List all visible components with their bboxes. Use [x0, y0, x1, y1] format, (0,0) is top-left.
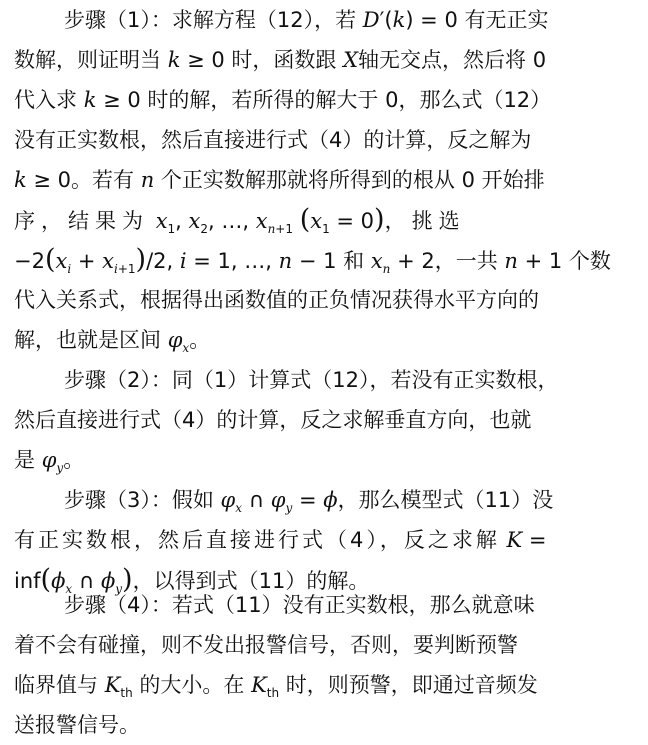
paragraph-step-2 [14, 360, 634, 480]
text-line: 有正实数根，然后直接进行式（4），反之求解 K = [14, 528, 547, 552]
text-line: 临界值与 $K_{th}$ 的大小。在 $K_{th}$ 时，则预警，即通过音频发 [14, 673, 538, 700]
paragraph-step-1 [14, 0, 634, 360]
text-line: 是 $\varphi_y$。 [14, 448, 85, 475]
paragraph-step-3 [14, 480, 634, 600]
text-line: 序，结果为 $x_1$, $x_2$, …, $x_{n+1}$ $(x_1 = 0)$，挑选 [14, 204, 466, 236]
text-line: $-2(x_i + x_{i+1})/2$, i = 1, …, n − 1 和 $x_n + 2$，一共 n + 1 个数 [14, 244, 611, 276]
text-line: $inf(\phi_x$ ∩ $\phi_y$)，以得到式（11）的解。 [14, 564, 370, 596]
text-line: 步骤（2）：同（1）计算式（12），若没有正实数根， [64, 368, 559, 392]
text-line: k ≥ 0。若有 n 个正实数解那就将所得到的根从 0 开始排 [14, 168, 545, 192]
text-line: 步骤（4）：若式（11）没有正实数根，那么就意味 [64, 593, 535, 617]
text-line: 着不会有碰撞，则不发出报警信号，否则，要判断预警 [14, 633, 518, 657]
text-line: 代入求 k ≥ 0 时的解，若所得的解大于 0，那么式（12） [14, 88, 552, 112]
text-line: 步骤（3）：假如 $\varphi_x$ ∩ $\varphi_y = \phi$，那么模型式（11）没 [64, 488, 554, 515]
text-line: 送报警信号。 [14, 713, 140, 737]
text-line: 没有正实数根，然后直接进行式（4）的计算，反之解为 [14, 128, 532, 152]
text-line: 数解，则证明当 k ≥ 0 时，函数跟 X轴无交点，然后将 0 [14, 48, 547, 72]
text-line: 步骤（1）：求解方程（12），若 D′(k) = 0 有无正实 [64, 8, 549, 32]
text-line: 然后直接进行式（4）的计算，反之求解垂直方向，也就 [14, 408, 532, 432]
text-line: 解，也就是区间 $\varphi_x$。 [14, 328, 211, 355]
paragraph-step-4 [14, 585, 634, 745]
text-line: 代入关系式，根据得出函数值的正负情况获得水平方向的 [14, 288, 539, 312]
